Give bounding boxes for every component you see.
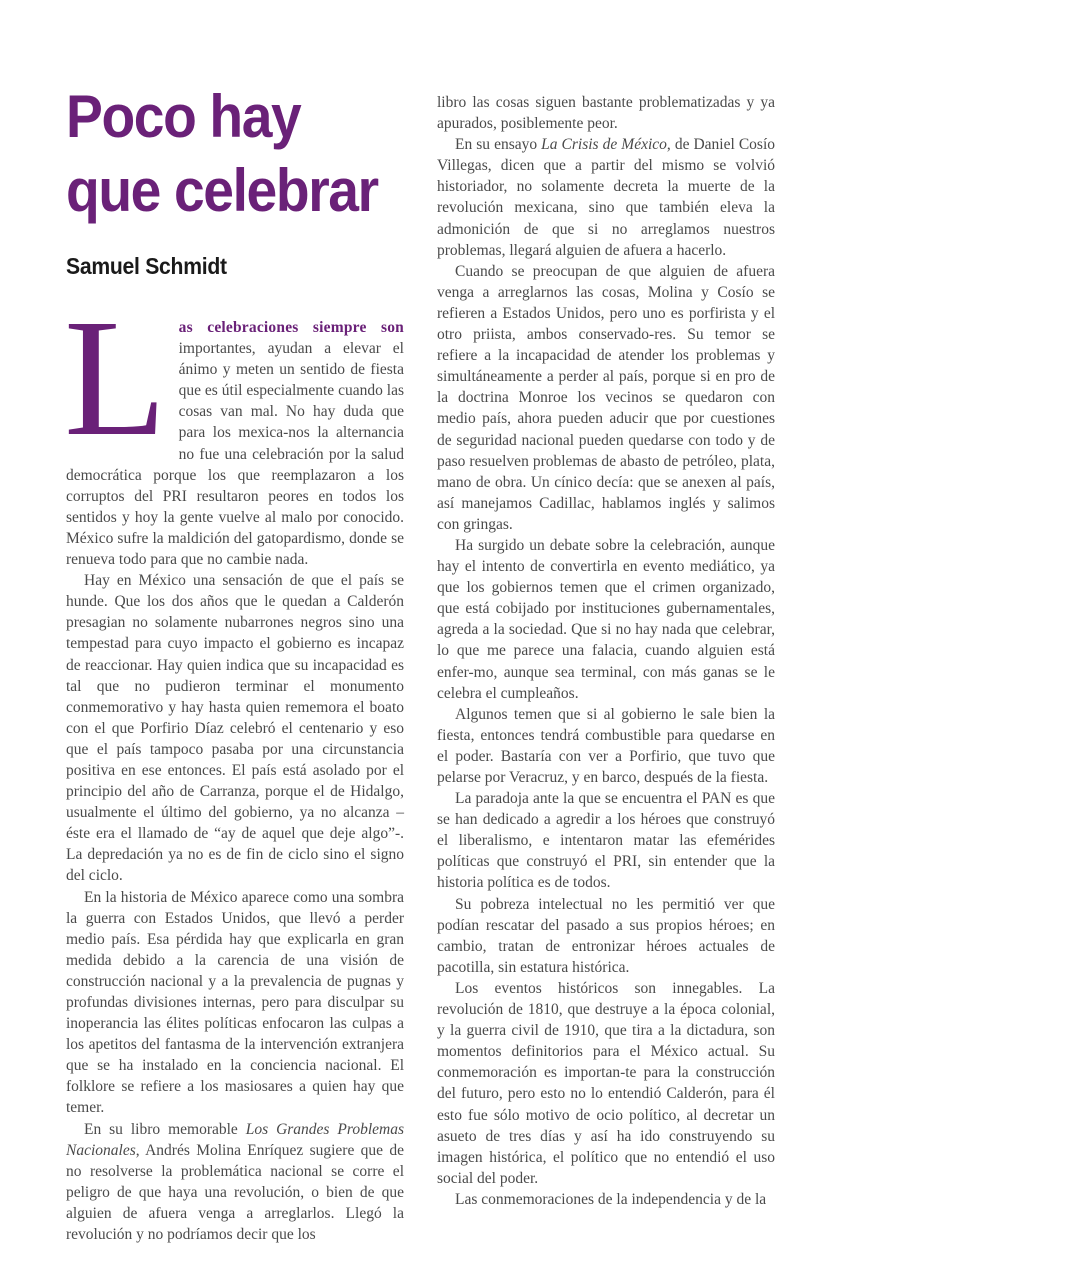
paragraph-text: importantes, ayudan a elevar el ánimo y meten un sentido de fiesta que es útil especialmente cuando las cosas van mal. No hay duda que para los mexica-nos la alternancia no fue una celebración por la salud democrática porque los que reemplazaron a los corruptos del PRI resultaron peores en todos los sentidos y hoy la gente vuelve al malo por conocido. México sufre la maldición del gatopardismo, donde se renueva todo para que no cambie nada.: [66, 340, 404, 569]
paragraph: libro las cosas siguen bastante problematizadas y ya apurados, posiblemente peor.: [437, 94, 775, 133]
paragraph: Hay en México una sensación de que el país se hunde. Que los dos años que le quedan a Calderón presagian no solamente nubarrones negros sino una tempestad para cuyo impacto el gobierno es incapaz de reaccionar. Hay quien indica que su incapacidad es tal que no pudieron terminar el monumento conmemorativo y hay hasta quien rememora el boato con el que Porfirio Díaz celebró el centenario y eso que el país tampoco pasaba por una circunstancia positiva en ese entonces. El país está asolado por el principio del año de Carranza, porque el de Hidalgo, usualmente el último del gobierno, ya no alcanza –éste era el llamado de “ay de aquel que deje algo”-. La depredación ya no es de fin de ciclo sino el signo del ciclo.: [66, 572, 404, 885]
author-byline: Samuel Schmidt: [66, 253, 227, 279]
paragraph: Los eventos históricos son innegables. La revolución de 1810, que destruye a la época colonial, y la guerra civil de 1910, que tira a la dictadura, son momentos definitorios para el México actual. Su conmemoración es importan-te para la construcción del futuro, pero esto no lo entendió Calderón, para él esto fue sólo motivo de ocio político, al decretar un asueto de tres días y así ha ido construyendo su imagen histórica, el político que no entendió el uso social del poder.: [437, 979, 775, 1187]
paragraph-text: En su ensayo: [455, 136, 542, 154]
paragraph: La paradoja ante la que se encuentra el PAN es que se han dedicado a agredir a los héroes que construyó el liberalismo, e intentaron matar las efemérides políticas que construyó el PRI, sin entender que la historia política es de todos.: [437, 790, 775, 892]
paragraph: Algunos temen que si al gobierno le sale bien la fiesta, entonces tendrá combustible para quedarse en el poder. Bastaría con ver a Porfirio, que tuvo que pelarse por Veracruz, y en barco, después de la fiesta.: [437, 705, 775, 786]
paragraph: Ha surgido un debate sobre la celebración, aunque hay el intento de convertirla en evento mediático, ya que los gobiernos temen que el crimen organizado, que está cobijado por instituciones gubernamentales, agreda a la sociedad. Que si no hay nada que celebrar, lo que me parece una falacia, cuando alguien está enfer-mo, aunque sea terminal, con más ganas se le celebra el cumpleaños.: [437, 536, 775, 702]
paragraph: [437, 134, 775, 261]
paragraph: En la historia de México aparece como una sombra la guerra con Estados Unidos, que llevó a perder medio país. Esa pérdida hay que explicarla en gran medida debido a la carencia de una visión de construcción nacional y a la prevalencia de pugnas y profundas divisiones internas, pero para disculpar su inoperancia las élites políticas enfocaron las culpas a los apetitos del fantasma de la intervención extranjera que se ha instalado en la conciencia nacional. El folklore se refiere a los masiosares a quien hay que temer.: [66, 888, 404, 1117]
lead-in: as celebraciones siempre son: [178, 319, 404, 336]
paragraph-text: , Andrés Molina Enríquez sugiere que de no resolverse la problemática nacional se corre el peligro de que haya una revolución, o bien de que alguien de afuera venga a arreglarlos. Llegó la revolución y no podríamos decir que los: [66, 1141, 404, 1244]
title-line-2: que celebrar: [66, 157, 378, 224]
paragraph: Las conmemoraciones de la independencia y de la: [455, 1190, 767, 1208]
title-line-1: Poco hay: [66, 83, 301, 150]
paragraph-text: En su libro memorable: [84, 1120, 246, 1138]
paragraph: [64, 285, 404, 570]
paragraph: [66, 1119, 404, 1246]
article-title: [66, 80, 388, 228]
drop-cap: L: [64, 285, 167, 471]
book-title: Los Grandes Problemas Nacionales: [66, 1120, 404, 1159]
paragraph: Cuando se preocupan de que alguien de afuera venga a arreglarnos las cosas, Molina y Cosío se refieren a Estados Unidos, pero uno es porfirista y el otro priista, ambos conservado-res. Su temor se refiere a la incapacidad de atender los problemas y simultáneamente a perder al país, porque si en pro de la doctrina Monroe los vecinos se quedaron con medio país, ahora pueden aducir que por cuestiones de seguridad nacional pueden quedarse con todo y de paso resuelven problemas de abasto de petróleo, plata, mano de obra. Un cínico decía: que se anexen al país, así manejamos Cadillac, hablamos inglés y salimos con gringas.: [437, 262, 775, 533]
text-column-left: [64, 285, 404, 1245]
text-column-right: [437, 92, 775, 1210]
paragraph-text: , de Daniel Cosío Villegas, dicen que a partir del mismo se volvió historiador, no solamente decreta la muerte de la revolución mexicana, sino que también eleva la admonición de que si no arreglamos nuestros problemas, llegará alguien de afuera a hacerlo.: [437, 136, 776, 259]
paragraph: Su pobreza intelectual no les permitió ver que podían rescatar del pasado a sus propios héroes; en cambio, tratan de entronizar héroes actuales de pacotilla, sin estatura histórica.: [437, 895, 775, 976]
book-title: La Crisis de México: [541, 136, 667, 154]
